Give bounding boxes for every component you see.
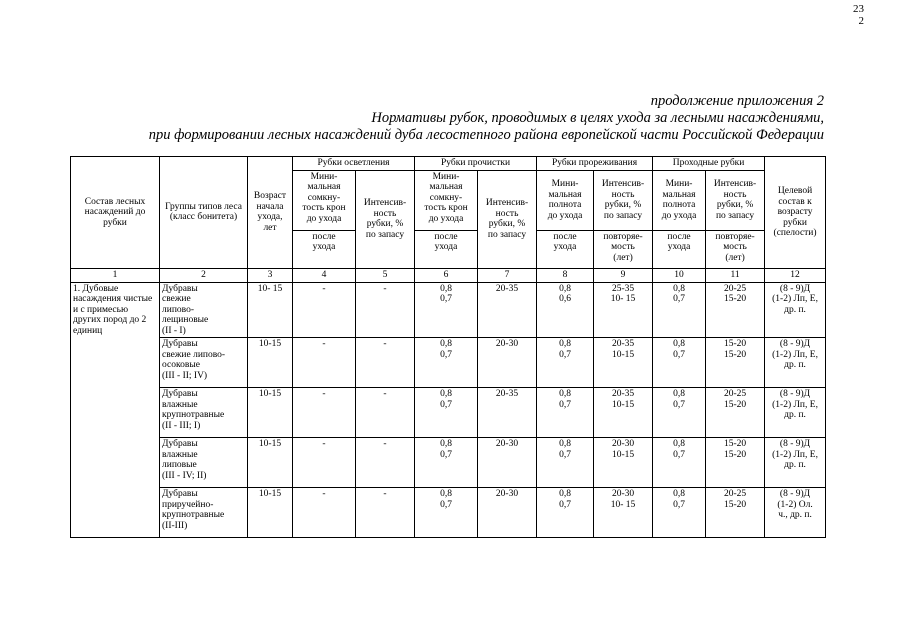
intensity-prorej-cell: 20-30 10-15 — [594, 438, 653, 488]
table-title-line2: при формировании лесных насаждений дуба лесостепного района европейской части Российской Федерации — [148, 127, 824, 143]
table-header — [71, 157, 826, 283]
table-row — [71, 438, 826, 488]
header-intensity-prohod: Интенсив- ность рубки, % по запасу — [706, 170, 765, 230]
target-composition-cell: (8 - 9)Д (1-2) Лп, Е, др. п. — [765, 282, 826, 338]
intensity-prohod-cell: 20-25 15-20 — [706, 388, 765, 438]
header-intensity-osv: Интенсив- ность рубки, % по запасу — [356, 170, 415, 268]
header-group-prochistka: Рубки прочистки — [415, 157, 537, 171]
target-composition-cell: (8 - 9)Д (1-2) Лп, Е, др. п. — [765, 388, 826, 438]
intensity-osv-cell: - — [356, 438, 415, 488]
age-cell: 10- 15 — [248, 282, 293, 338]
header-after-prorej: после ухода — [537, 230, 594, 268]
col-number: 8 — [537, 268, 594, 282]
intensity-prohod-cell: 20-25 15-20 — [706, 282, 765, 338]
min-closure-proch-cell: 0,8 0,7 — [415, 338, 478, 388]
age-cell: 10-15 — [248, 338, 293, 388]
age-cell: 10-15 — [248, 488, 293, 538]
column-number-row — [71, 268, 826, 282]
forest-type-cell: Дубравы свежие липово- осоковые (III - II; IV) — [160, 338, 248, 388]
min-density-prorej-cell: 0,8 0,7 — [537, 388, 594, 438]
intensity-osv-cell: - — [356, 338, 415, 388]
composition-cell: 1. Дубовые насаждения чистые и с примесью других пород до 2 единиц — [71, 282, 160, 538]
intensity-prorej-cell: 20-30 10- 15 — [594, 488, 653, 538]
col-number: 1 — [71, 268, 160, 282]
age-cell: 10-15 — [248, 388, 293, 438]
intensity-osv-cell: - — [356, 488, 415, 538]
intensity-proch-cell: 20-35 — [478, 388, 537, 438]
header-repeat-prorej: повторяе- мость (лет) — [594, 230, 653, 268]
min-density-prohod-cell: 0,8 0,7 — [653, 282, 706, 338]
forest-type-cell: Дубравы влажные липовые (III - IV; II) — [160, 438, 248, 488]
forest-type-cell: Дубравы приручейно- крупнотравные (II-III) — [160, 488, 248, 538]
header-intensity-proch: Интенсив- ность рубки, % по запасу — [478, 170, 537, 268]
min-density-prohod-cell: 0,8 0,7 — [653, 488, 706, 538]
table-row — [71, 338, 826, 388]
intensity-proch-cell: 20-30 — [478, 338, 537, 388]
min-density-prorej-cell: 0,8 0,6 — [537, 282, 594, 338]
intensity-prorej-cell: 20-35 10-15 — [594, 338, 653, 388]
min-closure-osv-cell: - — [293, 438, 356, 488]
col-number: 3 — [248, 268, 293, 282]
min-closure-osv-cell: - — [293, 338, 356, 388]
min-closure-proch-cell: 0,8 0,7 — [415, 438, 478, 488]
col-number: 7 — [478, 268, 537, 282]
min-closure-proch-cell: 0,8 0,7 — [415, 282, 478, 338]
header-composition: Состав лесных насаждений до рубки — [71, 157, 160, 269]
min-closure-osv-cell: - — [293, 488, 356, 538]
header-after-osv: после ухода — [293, 230, 356, 268]
min-closure-osv-cell: - — [293, 282, 356, 338]
header-min-density-prorej: Мини- мальная полнота до ухода — [537, 170, 594, 230]
header-group-osvetlenie: Рубки осветления — [293, 157, 415, 171]
forest-type-cell: Дубравы влажные крупнотравные (II - III; I) — [160, 388, 248, 438]
age-cell: 10-15 — [248, 438, 293, 488]
min-closure-proch-cell: 0,8 0,7 — [415, 388, 478, 438]
page-number — [853, 3, 864, 27]
target-composition-cell: (8 - 9)Д (1-2) Лп, Е, др. п. — [765, 338, 826, 388]
intensity-proch-cell: 20-30 — [478, 438, 537, 488]
min-density-prohod-cell: 0,8 0,7 — [653, 438, 706, 488]
intensity-proch-cell: 20-35 — [478, 282, 537, 338]
header-group-prorejivanie: Рубки прореживания — [537, 157, 653, 171]
header-min-closure-proch: Мини- мальная сомкну- тость крон до ухода — [415, 170, 478, 230]
target-composition-cell: (8 - 9)Д (1-2) Лп, Е, др. п. — [765, 438, 826, 488]
min-closure-osv-cell: - — [293, 388, 356, 438]
page-number-line2: 2 — [858, 15, 864, 27]
min-closure-proch-cell: 0,8 0,7 — [415, 488, 478, 538]
min-density-prorej-cell: 0,8 0,7 — [537, 488, 594, 538]
table-row — [71, 388, 826, 438]
min-density-prohod-cell: 0,8 0,7 — [653, 338, 706, 388]
intensity-osv-cell: - — [356, 388, 415, 438]
header-age: Возраст начала ухода, лет — [248, 157, 293, 269]
continuation-label: продолжение приложения 2 — [650, 93, 824, 109]
col-number: 10 — [653, 268, 706, 282]
intensity-prorej-cell: 20-35 10-15 — [594, 388, 653, 438]
intensity-osv-cell: - — [356, 282, 415, 338]
intensity-prohod-cell: 20-25 15-20 — [706, 488, 765, 538]
table-row — [71, 282, 826, 338]
min-density-prorej-cell: 0,8 0,7 — [537, 338, 594, 388]
intensity-proch-cell: 20-30 — [478, 488, 537, 538]
header-min-density-prohod: Мини- мальная полнота до ухода — [653, 170, 706, 230]
page-number-line1: 23 — [853, 3, 864, 15]
target-composition-cell: (8 - 9)Д (1-2) Ол. ч., др. п. — [765, 488, 826, 538]
header-repeat-prohod: повторяе- мость (лет) — [706, 230, 765, 268]
header-after-prohod: после ухода — [653, 230, 706, 268]
intensity-prohod-cell: 15-20 15-20 — [706, 438, 765, 488]
table-body — [71, 282, 826, 538]
min-density-prohod-cell: 0,8 0,7 — [653, 388, 706, 438]
col-number: 4 — [293, 268, 356, 282]
table-title-line1: Нормативы рубок, проводимых в целях ухода за лесными насаждениями, — [371, 110, 824, 126]
intensity-prohod-cell: 15-20 15-20 — [706, 338, 765, 388]
col-number: 11 — [706, 268, 765, 282]
col-number: 9 — [594, 268, 653, 282]
header-after-proch: после ухода — [415, 230, 478, 268]
header-target-composition: Целевой состав к возрасту рубки (спелости) — [765, 157, 826, 269]
header-intensity-prorej: Интенсив- ность рубки, % по запасу — [594, 170, 653, 230]
header-group-prohodnye: Проходные рубки — [653, 157, 765, 171]
intensity-prorej-cell: 25-35 10- 15 — [594, 282, 653, 338]
col-number: 6 — [415, 268, 478, 282]
col-number: 2 — [160, 268, 248, 282]
norms-table — [70, 156, 826, 538]
col-number: 12 — [765, 268, 826, 282]
min-density-prorej-cell: 0,8 0,7 — [537, 438, 594, 488]
forest-type-cell: Дубравы свежие липово- лещиновые (II - I) — [160, 282, 248, 338]
header-min-closure-osv: Мини- мальная сомкну- тость крон до ухода — [293, 170, 356, 230]
table-row — [71, 488, 826, 538]
col-number: 5 — [356, 268, 415, 282]
header-forest-type: Группы типов леса (класс бонитета) — [160, 157, 248, 269]
